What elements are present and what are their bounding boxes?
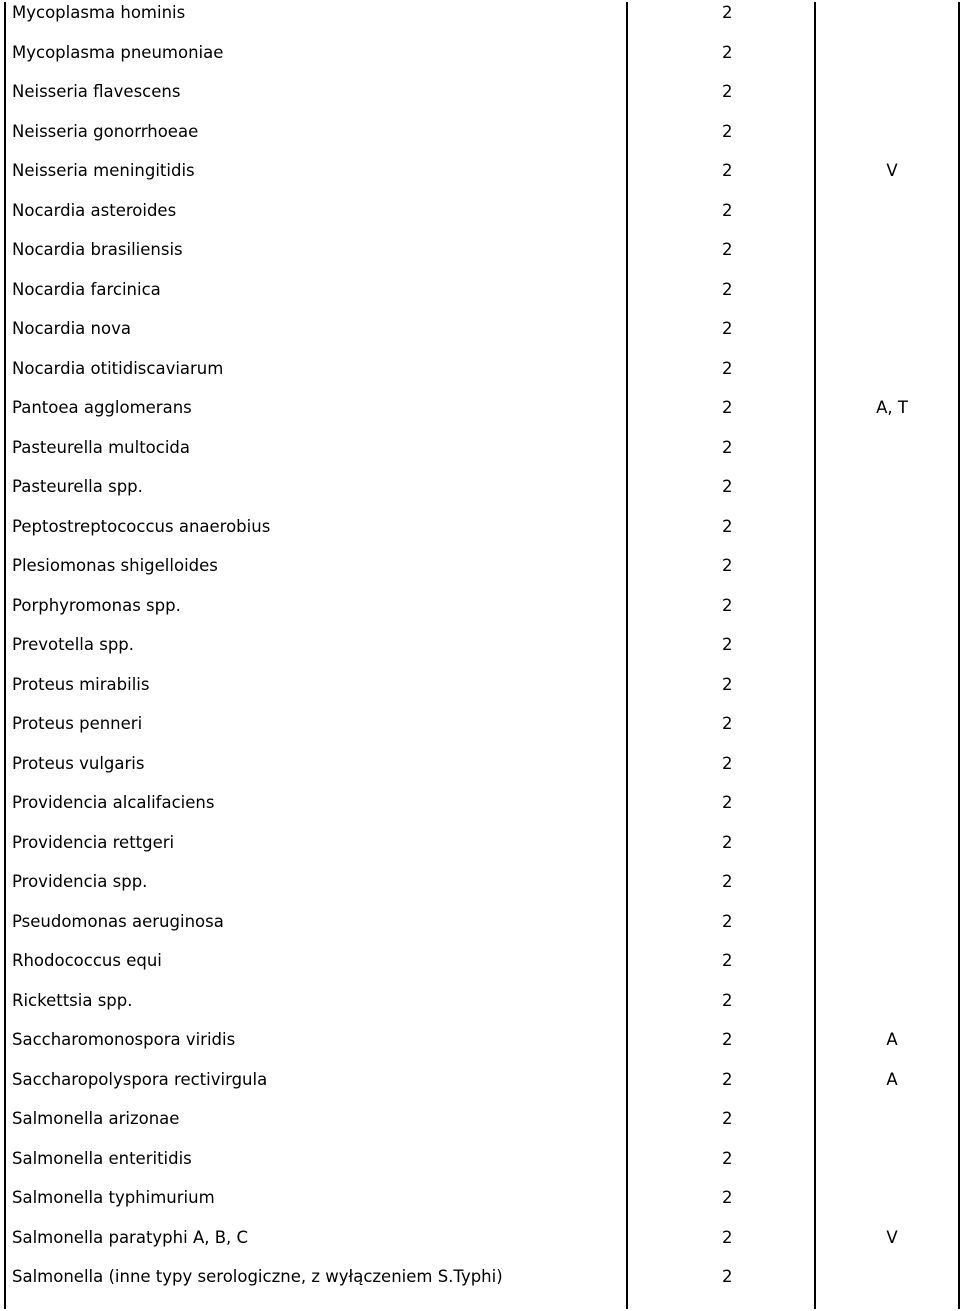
organism-name: Proteus mirabilis: [12, 674, 150, 694]
risk-group: 2: [722, 1188, 733, 1207]
table-row: [4, 909, 960, 949]
table-row: [4, 1264, 960, 1304]
organism-name: Salmonella arizonae: [12, 1109, 180, 1128]
table-row: [4, 237, 960, 277]
organism-name: Mycoplasma pneumoniae: [12, 42, 224, 62]
organism-name: Nocardia otitidiscaviarum: [12, 358, 224, 378]
organism-name: Proteus penneri: [12, 714, 143, 733]
table-row: [4, 948, 960, 988]
table-row: [4, 158, 960, 198]
risk-group: 2: [722, 951, 733, 970]
risk-group: 2: [722, 872, 733, 891]
table-row: [4, 672, 960, 712]
table-row: [4, 1027, 960, 1067]
organism-name: Nocardia brasiliensis: [12, 240, 183, 259]
risk-group: 2: [722, 1227, 733, 1247]
organism-name: Rhodococcus equi: [12, 951, 162, 970]
organism-name: Nocardia farcinica: [12, 279, 161, 299]
risk-group: 2: [722, 358, 733, 378]
table-row: [4, 1146, 960, 1186]
risk-group: 2: [722, 161, 733, 180]
organism-name: Pasteurella multocida: [12, 437, 191, 457]
organism-name: Salmonella typhimurium: [12, 1188, 215, 1207]
organism-name: Salmonella enteritidis: [12, 1148, 192, 1168]
organism-table: [4, 0, 960, 1311]
organism-name: Providencia alcalifaciens: [12, 793, 215, 812]
risk-group: 2: [722, 477, 733, 496]
table-row: [4, 435, 960, 475]
table-row: [4, 514, 960, 554]
organism-name: Proteus vulgaris: [12, 753, 145, 773]
organism-name: Saccharopolyspora rectivirgula: [12, 1069, 268, 1089]
risk-group: 2: [722, 911, 733, 931]
organism-name: Salmonella paratyphi A, B, C: [12, 1227, 249, 1247]
risk-group: 2: [722, 516, 733, 536]
organism-name: Mycoplasma hominis: [12, 3, 186, 22]
remarks: V: [886, 161, 898, 180]
table-row: [4, 593, 960, 633]
remarks: A: [886, 1069, 898, 1089]
risk-group: 2: [722, 121, 733, 141]
risk-group: 2: [722, 635, 733, 654]
table-row: [4, 474, 960, 514]
table-row: [4, 119, 960, 159]
risk-group: 2: [722, 832, 733, 852]
organism-name: Providencia rettgeri: [12, 832, 175, 852]
table-row: [4, 198, 960, 238]
table-row: [4, 751, 960, 791]
risk-group: 2: [722, 82, 733, 101]
organism-name: Salmonella (inne typy serologiczne, z wyłączeniem S.Typhi): [12, 1267, 503, 1286]
risk-group: 2: [722, 1109, 733, 1128]
organism-name: Pantoea agglomerans: [12, 398, 192, 417]
organism-name: Rickettsia spp.: [12, 990, 133, 1010]
table-row: [4, 988, 960, 1028]
table-row: [4, 1225, 960, 1265]
remarks: V: [886, 1227, 898, 1247]
organism-name: Providencia spp.: [12, 872, 148, 891]
organism-name: Saccharomonospora viridis: [12, 1030, 236, 1049]
table-row: [4, 356, 960, 396]
organism-name: Peptostreptococcus anaerobius: [12, 516, 271, 536]
risk-group: 2: [722, 240, 733, 259]
table-row: [4, 790, 960, 830]
risk-group: 2: [722, 319, 733, 338]
risk-group: 2: [722, 595, 733, 615]
table-row: [4, 40, 960, 80]
risk-group: 2: [722, 1069, 733, 1089]
table-row: [4, 79, 960, 119]
table-row: [4, 1106, 960, 1146]
table-row: [4, 0, 960, 40]
risk-group: 2: [722, 556, 733, 575]
table-row: [4, 869, 960, 909]
table-row: [4, 1067, 960, 1107]
table-row: [4, 316, 960, 356]
organism-name: Neisseria gonorrhoeae: [12, 121, 199, 141]
organism-name: Nocardia nova: [12, 319, 131, 338]
remarks: A, T: [876, 398, 908, 417]
organism-name: Neisseria meningitidis: [12, 161, 195, 180]
risk-group: 2: [722, 753, 733, 773]
table-row: [4, 395, 960, 435]
risk-group: 2: [722, 1030, 733, 1049]
table-row: [4, 830, 960, 870]
risk-group: 2: [722, 200, 733, 220]
remarks: A: [886, 1030, 898, 1049]
table-row: [4, 632, 960, 672]
organism-name: Neisseria flavescens: [12, 82, 181, 101]
risk-group: 2: [722, 279, 733, 299]
risk-group: 2: [722, 990, 733, 1010]
risk-group: 2: [722, 42, 733, 62]
risk-group: 2: [722, 1267, 733, 1286]
table-body: [4, 0, 960, 1304]
organism-name: Nocardia asteroides: [12, 200, 177, 220]
organism-name: Porphyromonas spp.: [12, 595, 181, 615]
organism-name: Pasteurella spp.: [12, 477, 143, 496]
risk-group: 2: [722, 714, 733, 733]
risk-group: 2: [722, 793, 733, 812]
organism-name: Prevotella spp.: [12, 635, 135, 654]
risk-group: 2: [722, 437, 733, 457]
table-row: [4, 277, 960, 317]
organism-name: Pseudomonas aeruginosa: [12, 911, 224, 931]
table-row: [4, 553, 960, 593]
organism-name: Plesiomonas shigelloides: [12, 556, 218, 575]
risk-group: 2: [722, 398, 733, 417]
risk-group: 2: [722, 3, 733, 22]
table-row: [4, 711, 960, 751]
risk-group: 2: [722, 1148, 733, 1168]
table-row: [4, 1185, 960, 1225]
risk-group: 2: [722, 674, 733, 694]
